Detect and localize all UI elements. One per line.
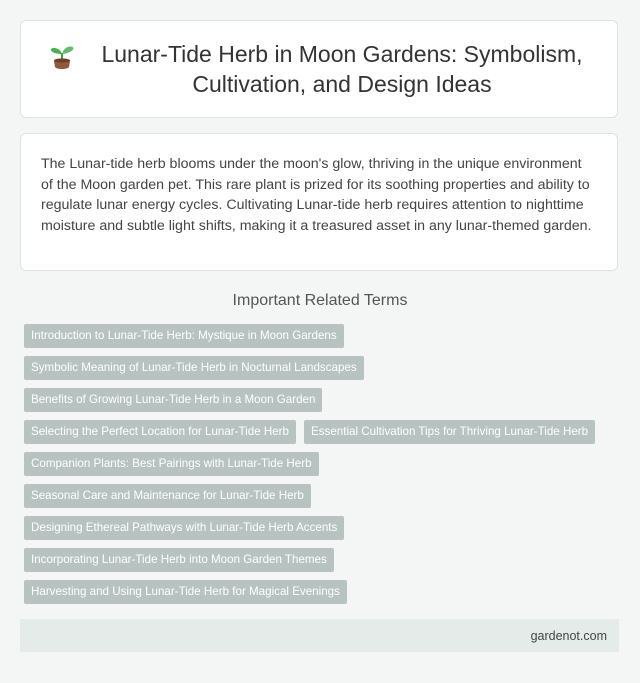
related-term-tag[interactable]: Symbolic Meaning of Lunar-Tide Herb in Nocturnal Landscapes [24,356,364,380]
related-terms-heading: Important Related Terms [232,292,408,309]
footer [20,619,619,652]
related-term-tag[interactable]: Designing Ethereal Pathways with Lunar-Tide Herb Accents [24,516,344,540]
related-term-tag[interactable]: Essential Cultivation Tips for Thriving Lunar-Tide Herb [304,420,595,444]
related-term-tag[interactable]: Incorporating Lunar-Tide Herb into Moon Garden Themes [24,548,334,572]
title-card [20,20,618,118]
description-card [20,133,618,271]
footer-site-link[interactable]: gardenot.com [530,628,607,643]
description-text: The Lunar-tide herb blooms under the moon's glow, thriving in the unique environment of the Moon garden pet. This rare plant is prized for its soothing properties and ability to regulate lunar energy cycles. Cultivating Lunar-tide herb requires attention to nighttime moisture and subtle light shifts, making it a treasured asset in any lunar-themed garden. [41,156,592,234]
related-term-tag[interactable]: Harvesting and Using Lunar-Tide Herb for Magical Evenings [24,580,347,604]
page-title: Lunar-Tide Herb in Moon Gardens: Symbolism, Cultivation, and Design Ideas [101,41,583,97]
title-wrap [49,39,589,99]
related-terms-list [24,324,620,612]
sprout-icon [49,41,75,69]
related-term-tag[interactable]: Benefits of Growing Lunar-Tide Herb in a Moon Garden [24,388,322,412]
related-term-tag[interactable]: Seasonal Care and Maintenance for Lunar-Tide Herb [24,484,311,508]
related-term-tag[interactable]: Selecting the Perfect Location for Lunar-Tide Herb [24,420,296,444]
related-term-tag[interactable]: Introduction to Lunar-Tide Herb: Mystique in Moon Gardens [24,324,344,348]
related-term-tag[interactable]: Companion Plants: Best Pairings with Lunar-Tide Herb [24,452,319,476]
